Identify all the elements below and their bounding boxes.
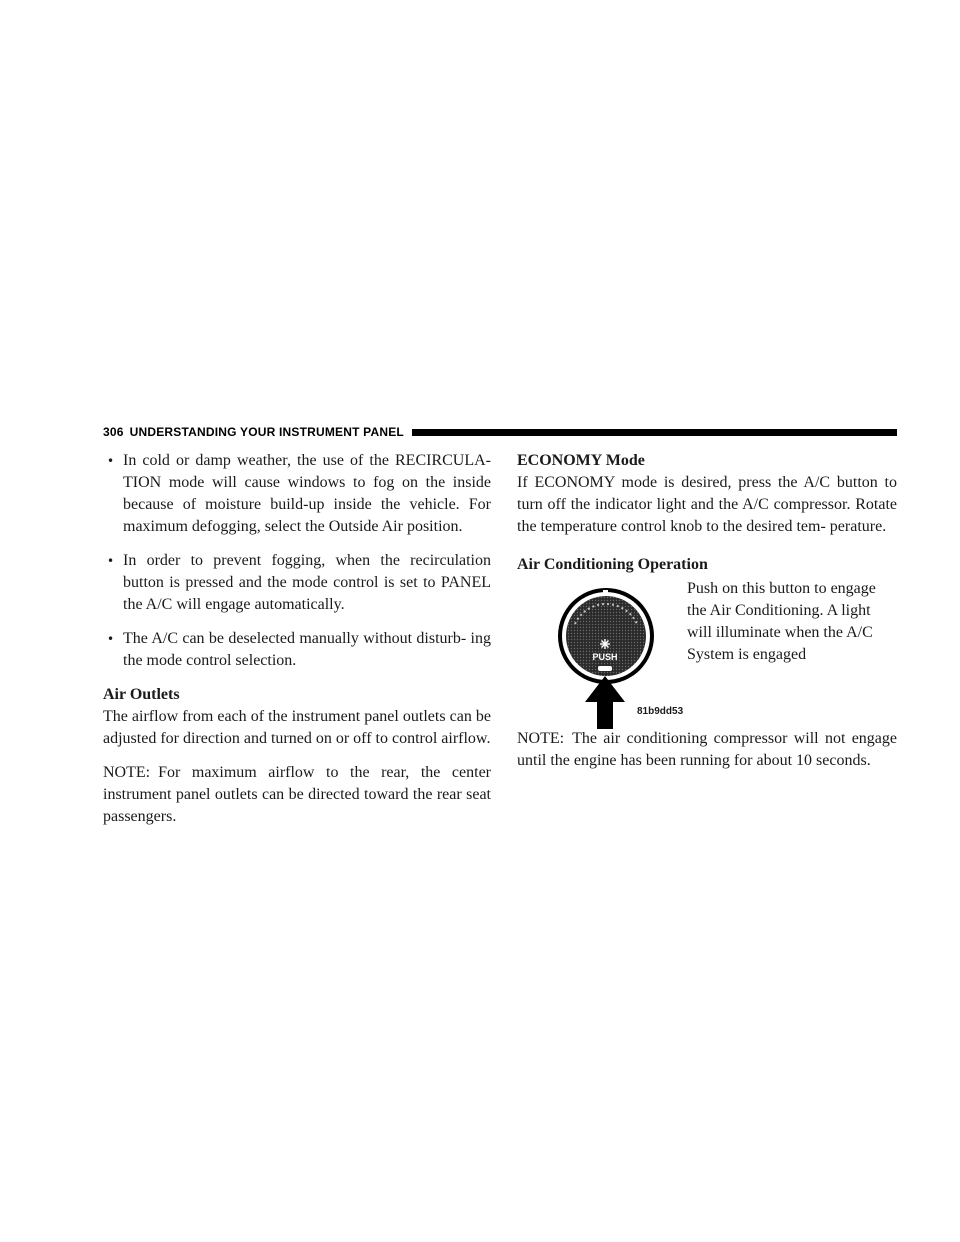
bullet-icon: • xyxy=(107,632,115,646)
figure-id: 81b9dd53 xyxy=(637,706,684,717)
ac-description: Push on this button to engage the Air Conditioning. A light will illuminate when the A/C System is engaged xyxy=(687,580,876,663)
note-paragraph xyxy=(103,762,491,828)
bullet-icon: • xyxy=(107,454,115,468)
air-outlets-text: The airflow from each of the instrument panel outlets can be adjusted for direction and turned on or off to control airflow. xyxy=(103,708,491,747)
page-number: 306 xyxy=(103,425,124,439)
list-item: • The A/C can be deselected manually without disturb- ing the mode control selection. xyxy=(107,630,491,669)
knob-indicator-icon xyxy=(603,590,608,596)
right-column xyxy=(517,450,897,784)
list-item: • In cold or damp weather, the use of the RECIRCULA- TION mode will cause windows to fog on the inside because of moisture build-up inside the vehicle. For maximum defogging, select the Outside Air position. xyxy=(107,452,491,535)
note-text: The air conditioning compressor will not engage until the engine has been running for about 10 seconds. xyxy=(517,730,897,769)
arrow-up-icon xyxy=(585,676,625,729)
page-header xyxy=(103,424,897,440)
ac-note-paragraph xyxy=(517,728,897,772)
section-title: UNDERSTANDING YOUR INSTRUMENT PANEL xyxy=(129,425,404,439)
economy-heading: ECONOMY Mode xyxy=(517,452,645,469)
economy-text: If ECONOMY mode is desired, press the A/C button to turn off the indicator light and the A/C compressor. Rotate the temperature control knob to the desired tem- perature. xyxy=(517,474,897,535)
ac-figure-block xyxy=(517,578,897,728)
note-label: NOTE: xyxy=(517,730,565,747)
list-item: • In order to prevent fogging, when the recirculation button is pressed and the mode control is set to PANEL the A/C will engage automatically. xyxy=(107,552,491,613)
knob-face xyxy=(566,596,646,676)
note-text: For maximum airflow to the rear, the center instrument panel outlets can be directed toward the rear seat passengers. xyxy=(103,764,491,825)
bullet-list xyxy=(103,450,491,672)
indicator-light-icon xyxy=(598,666,612,671)
left-column xyxy=(103,450,491,840)
bullet-icon: • xyxy=(107,554,115,568)
header-rule xyxy=(412,429,897,436)
ac-heading: Air Conditioning Operation xyxy=(517,556,708,573)
air-outlets-heading: Air Outlets xyxy=(103,686,180,703)
snowflake-icon xyxy=(600,639,610,649)
push-label: PUSH xyxy=(592,652,618,662)
note-label: NOTE: xyxy=(103,764,151,781)
